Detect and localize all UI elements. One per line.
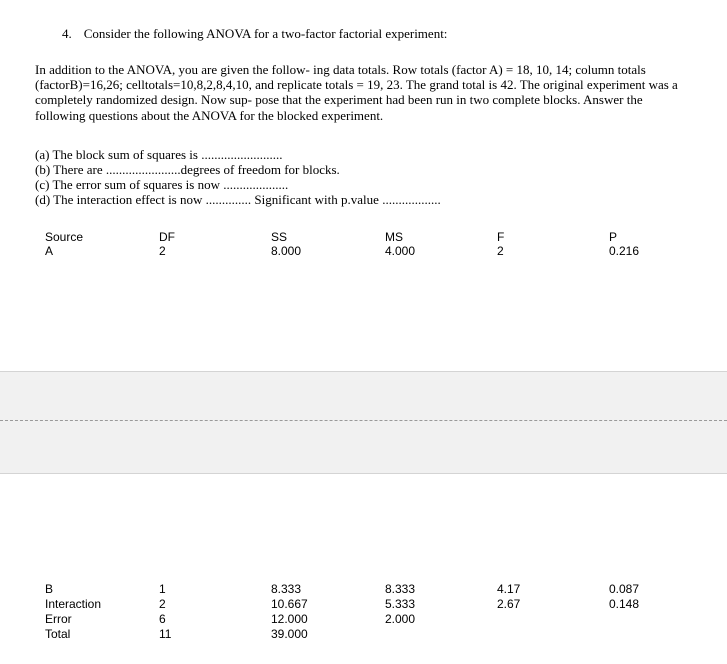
question-number: 4. [62,26,72,41]
row-a-ss: 8.000 [271,244,302,258]
row-total-source: Total [45,627,71,641]
part-b [35,162,340,177]
row-total-df: 11 [159,627,172,641]
header-p: P [609,230,618,244]
row-b-df: 1 [159,582,166,596]
row-b-ss: 8.333 [271,582,302,596]
part-d [35,192,441,207]
header-ss: SS [271,230,288,244]
header-source: Source [45,230,84,244]
row-interaction-ms: 5.333 [385,597,416,611]
row-a-df: 2 [159,244,166,258]
question-paragraph [35,62,717,123]
row-total-ss: 39.000 [271,627,308,641]
row-error-ms: 2.000 [385,612,416,626]
row-b-ms: 8.333 [385,582,416,596]
row-interaction-ss: 10.667 [271,597,308,611]
header-f: F [497,230,505,244]
row-b-source: B [45,582,54,596]
page-break-band [0,371,727,474]
row-interaction-p: 0.148 [609,597,640,611]
row-interaction-source: Interaction [45,597,102,611]
part-d-middle: Significant with p.value [254,192,379,207]
row-a-source: A [45,244,54,258]
row-interaction-df: 2 [159,597,166,611]
row-error-ss: 12.000 [271,612,308,626]
row-error-source: Error [45,612,72,626]
part-a: (a) The block sum of squares is ......................... [35,147,283,162]
paragraph-line: (factorB)=16,26; celltotals=10,8,2,8,4,10, and replicate totals = 19, 23. The grand total is 42. The original experiment was a [35,77,678,93]
part-b-prefix: (b) There are ....................... [35,162,181,177]
question-title: Consider the following ANOVA for a two-factor factorial experiment: [83,26,448,41]
page-break-divider [0,420,727,421]
paragraph-line: In addition to the ANOVA, you are given the follow- ing data totals. Row totals (factor A) = 18, 10, 14; column totals [35,62,646,77]
row-a-ms: 4.000 [385,244,416,258]
paragraph-line: completely randomized design. Now sup- pose that the experiment had been run in two complete blocks. Answer the [35,92,643,108]
part-d-suffix: .................. [382,192,441,207]
row-b-p: 0.087 [609,582,640,596]
question-heading [62,26,447,42]
row-interaction-f: 2.67 [497,597,521,611]
header-df: DF [159,230,175,244]
header-ms: MS [385,230,403,244]
row-b-f: 4.17 [497,582,521,596]
row-a-f: 2 [497,244,504,258]
part-c: (c) The error sum of squares is now .................... [35,177,289,192]
part-d-prefix: (d) The interaction effect is now .............. [35,192,252,207]
paragraph-line: following questions about the ANOVA for the blocked experiment. [35,107,384,123]
part-b-suffix: degrees of freedom for blocks. [180,162,340,177]
row-a-p: 0.216 [609,244,640,258]
row-error-df: 6 [159,612,166,626]
